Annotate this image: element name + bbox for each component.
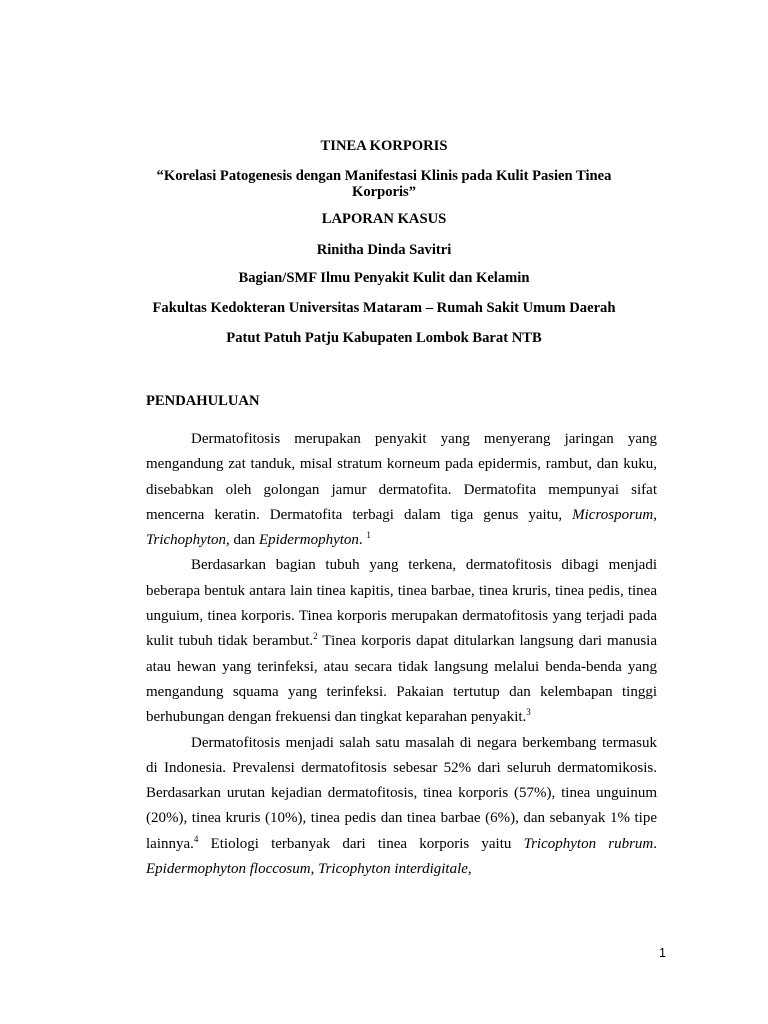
genus-name: Epidermophyton bbox=[258, 532, 359, 549]
citation-ref: 4 bbox=[193, 833, 199, 844]
hospital: Patut Patuh Patju Kabupaten Lombok Barat NTB bbox=[226, 330, 542, 346]
paragraph-text: . bbox=[358, 532, 367, 549]
paragraph-text: , bbox=[653, 506, 657, 523]
paragraph-text: . bbox=[653, 835, 657, 852]
species-name: Epidermophyton floccosum bbox=[146, 861, 311, 878]
department: Bagian/SMF Ilmu Penyakit Kulit dan Kelamin bbox=[238, 270, 530, 286]
institution: Fakultas Kedokteran Universitas Mataram – Rumah Sakit Umum Daerah bbox=[152, 300, 616, 316]
author-name: Rinitha Dinda Savitri bbox=[316, 242, 452, 258]
paper-subtitle-line-1: “Korelasi Patogenesis dengan Manifestasi Klinis pada Kulit Pasien Tinea bbox=[156, 168, 612, 184]
report-type: LAPORAN KASUS bbox=[321, 211, 447, 227]
paragraph-text: Tinea korporis dapat ditularkan langsung dari manusia atau hewan yang terinfeksi, atau secara tidak langsung melalui benda-benda yang mengandung squama yang terinfeksi. Pakaian tertutup dan kelembapan tinggi berhubungan dengan frekuensi dan tingkat keparahan penyakit. bbox=[146, 633, 658, 726]
paragraph-text: Berdasarkan bagian tubuh yang terkena, dermatofitosis dibagi menjadi beberapa bentuk antara lain tinea kapitis, tinea barbae, tinea kruris, tinea pedis, tinea unguium, tinea korporis. Tinea korporis merupakan dermatofitosis yang terjadi pada kulit tubuh tidak berambut. bbox=[146, 557, 657, 650]
paper-title: TINEA KORPORIS bbox=[320, 138, 448, 154]
citation-ref: 3 bbox=[526, 707, 531, 718]
genus-name: Microsporum bbox=[572, 506, 654, 523]
paragraph-text: , bbox=[310, 861, 319, 878]
genus-name: Trichophyton bbox=[146, 532, 227, 549]
paragraph-1 bbox=[146, 427, 657, 553]
page-number: 1 bbox=[659, 946, 666, 960]
paragraph-text: , dan bbox=[226, 532, 259, 549]
species-name: Tricophyton interdigitale bbox=[318, 861, 468, 878]
paragraph-3 bbox=[146, 731, 657, 883]
paragraph-text: Dermatofitosis merupakan penyakit yang menyerang jaringan yang mengandung zat tanduk, misal stratum korneum pada epidermis, rambut, dan kuku, disebabkan oleh golongan jamur dermatofita. Dermatofita mempunyai sifat mencerna keratin. Dermatofita terbagi dalam tiga genus yaitu, bbox=[146, 431, 657, 523]
paper-subtitle-line-2: Korporis” bbox=[351, 184, 417, 200]
paragraph-2 bbox=[146, 553, 657, 730]
species-name: Tricophyton rubrum bbox=[523, 835, 654, 852]
paragraph-text: , bbox=[467, 861, 472, 878]
citation-ref: 1 bbox=[366, 530, 371, 541]
section-body bbox=[146, 427, 657, 882]
paragraph-text: Etiologi terbanyak dari tinea korporis yaitu bbox=[198, 835, 524, 852]
citation-ref: 2 bbox=[313, 631, 318, 642]
paragraph-text: Dermatofitosis menjadi salah satu masalah di negara berkembang termasuk di Indonesia. Prevalensi dermatofitosis sebesar 52% dari seluruh dermatomikosis. Berdasarkan urutan kejadian dermatofitosis, tinea korporis (57%), tinea unguinum (20%), tinea kruris (10%), tinea pedis dan tinea barbae (6%), dan sebanyak 1% tipe lainnya. bbox=[146, 734, 657, 852]
section-heading: PENDAHULUAN bbox=[146, 393, 260, 409]
